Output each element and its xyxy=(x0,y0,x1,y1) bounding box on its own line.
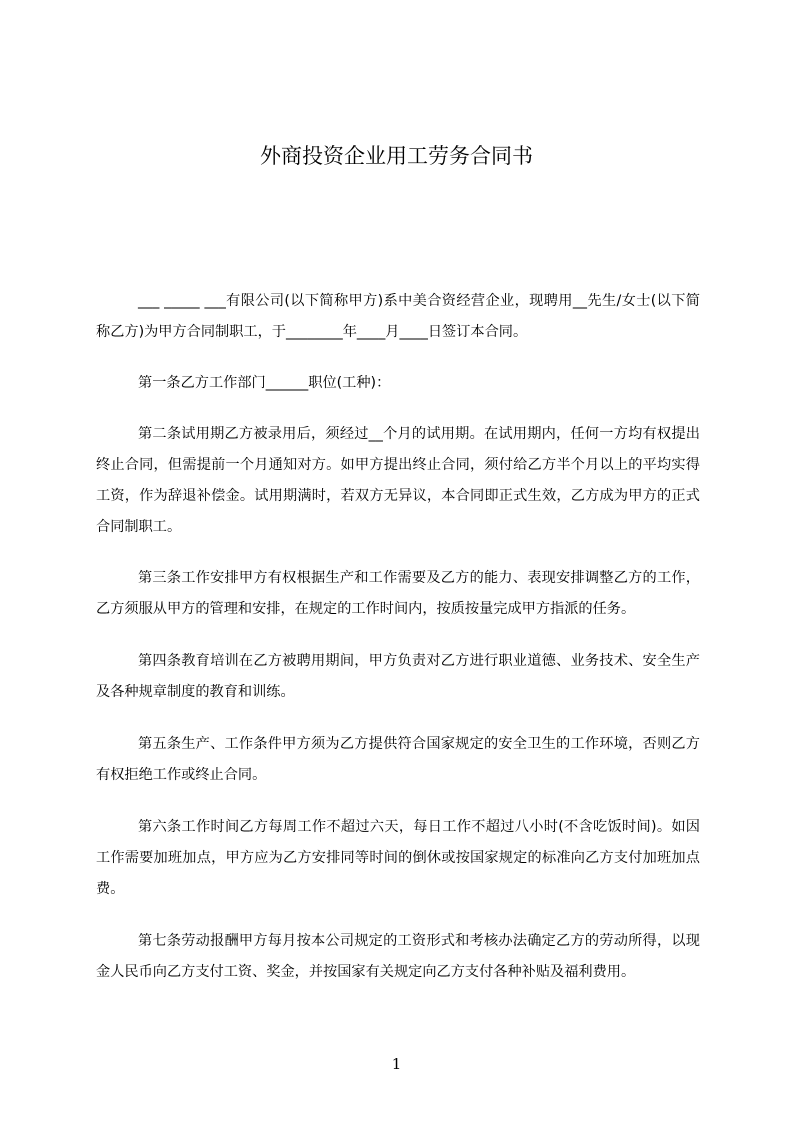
paragraph-article-2: 第二条试用期乙方被录用后，须经过__个月的试用期。在试用期内，任何一方均有权提出终止合同，但需提前一个月通知对方。如甲方提出终止合同，须付给乙方半个月以上的平均实得工资，作为辞退补偿金。试用期满时，若双方无异议，本合同即正式生效，乙方成为甲方的正式合同制职工。 xyxy=(96,426,700,535)
document-title: 外商投资企业用工劳务合同书 xyxy=(260,144,533,168)
document-body xyxy=(96,286,700,988)
paragraph-article-4: 第四条教育培训在乙方被聘用期间，甲方负责对乙方进行职业道德、业务技术、安全生产及各种规章制度的教育和训练。 xyxy=(96,653,700,700)
paragraph-article-6: 第六条工作时间乙方每周工作不超过六天，每日工作不超过八小时(不含吃饭时间)。如因工作需要加班加点，甲方应为乙方安排同等时间的倒休或按国家规定的标准向乙方支付加班加点费。 xyxy=(96,819,700,897)
page-number: 1 xyxy=(391,1055,402,1073)
paragraph-article-7: 第七条劳动报酬甲方每月按本公司规定的工资形式和考核办法确定乙方的劳动所得，以现金人民币向乙方支付工资、奖金，并按国家有关规定向乙方支付各种补贴及福利费用。 xyxy=(96,933,700,980)
paragraph-article-5: 第五条生产、工作条件甲方须为乙方提供符合国家规定的安全卫生的工作环境，否则乙方有权拒绝工作或终止合同。 xyxy=(96,736,700,783)
paragraph-article-3: 第三条工作安排甲方有权根据生产和工作需要及乙方的能力、表现安排调整乙方的工作，乙方须服从甲方的管理和安排，在规定的工作时间内，按质按量完成甲方指派的任务。 xyxy=(96,570,700,617)
paragraph-article-1: 第一条乙方工作部门______职位(工种)： xyxy=(138,375,391,391)
paragraph-preamble: ___ _____ ___有限公司(以下简称甲方)系中美合资经营企业，现聘用__先生/女士(以下简称乙方)为甲方合同制职工，于________年____月____日签订本合同。 xyxy=(96,293,700,340)
